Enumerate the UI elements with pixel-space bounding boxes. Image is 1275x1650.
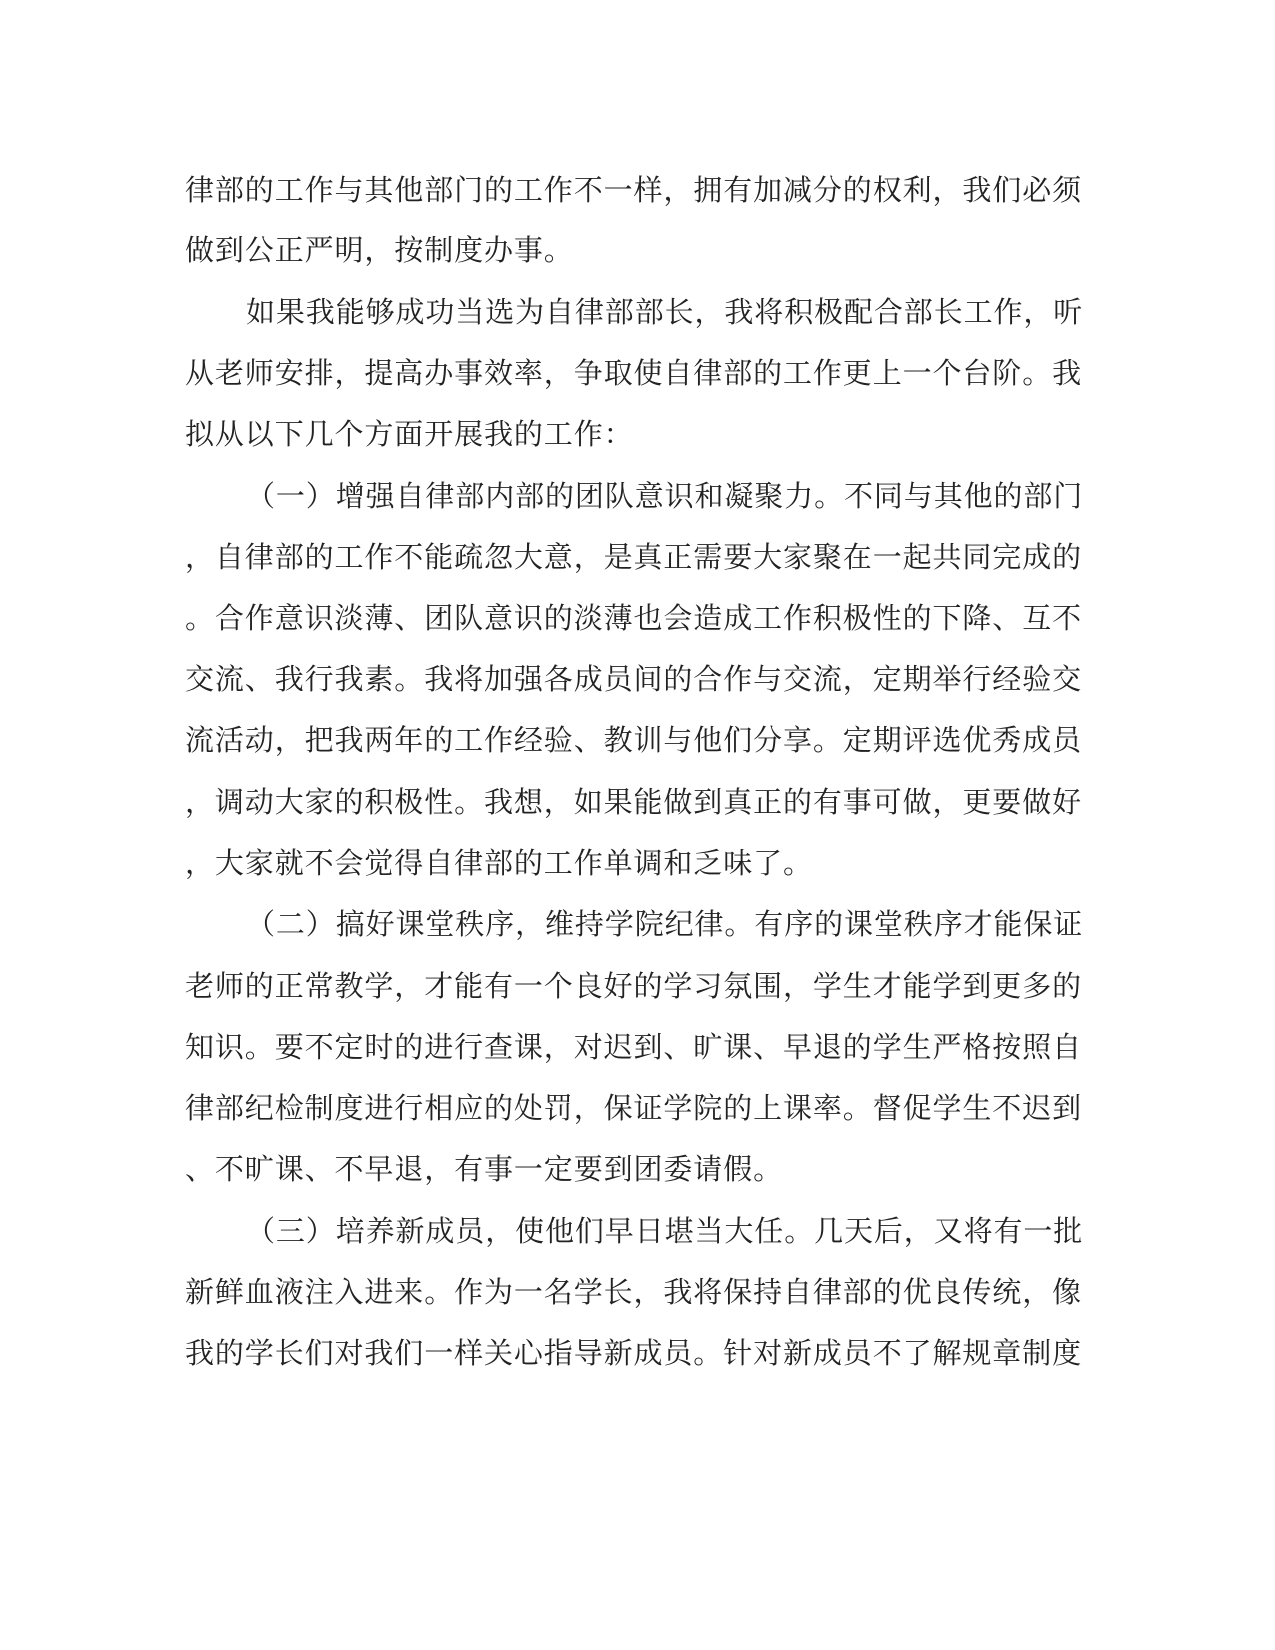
paragraph-line: 律部纪检制度进行相应的处罚，保证学院的上课率。督促学生不迟到 — [185, 1091, 1083, 1125]
paragraph-line: （二）搞好课堂秩序，维持学院纪律。有序的课堂秩序才能保证 — [246, 907, 1084, 941]
paragraph-line: 如果我能够成功当选为自律部部长，我将积极配合部长工作，听 — [246, 295, 1084, 329]
paragraph-line: 交流、我行我素。我将加强各成员间的合作与交流，定期举行经验交 — [185, 662, 1083, 696]
paragraph-line: 知识。要不定时的进行查课，对迟到、旷课、早退的学生严格按照自 — [185, 1030, 1083, 1064]
paragraph-line: （三）培养新成员，使他们早日堪当大任。几天后，又将有一批 — [246, 1214, 1084, 1248]
paragraph-line: 老师的正常教学，才能有一个良好的学习氛围，学生才能学到更多的 — [185, 969, 1083, 1003]
paragraph-line: 新鲜血液注入进来。作为一名学长，我将保持自律部的优良传统，像 — [185, 1275, 1083, 1309]
paragraph-line: ，自律部的工作不能疏忽大意，是真正需要大家聚在一起共同完成的 — [185, 540, 1083, 574]
paragraph-line: ，大家就不会觉得自律部的工作单调和乏味了。 — [185, 846, 813, 880]
paragraph-line: 。合作意识淡薄、团队意识的淡薄也会造成工作积极性的下降、互不 — [185, 601, 1083, 635]
paragraph-line: 拟从以下几个方面开展我的工作： — [185, 417, 634, 451]
paragraph-line: 从老师安排，提高办事效率，争取使自律部的工作更上一个台阶。我 — [185, 356, 1083, 390]
paragraph-line: 做到公正严明，按制度办事。 — [185, 233, 574, 267]
paragraph-line: 流活动，把我两年的工作经验、教训与他们分享。定期评选优秀成员 — [185, 723, 1083, 757]
paragraph-line: ，调动大家的积极性。我想，如果能做到真正的有事可做，更要做好 — [185, 785, 1083, 819]
paragraph-line: 、不旷课、不早退，有事一定要到团委请假。 — [185, 1152, 784, 1186]
paragraph-line: （一）增强自律部内部的团队意识和凝聚力。不同与其他的部门 — [246, 479, 1084, 513]
paragraph-line: 律部的工作与其他部门的工作不一样，拥有加减分的权利，我们必须 — [185, 173, 1083, 207]
paragraph-line: 我的学长们对我们一样关心指导新成员。针对新成员不了解规章制度 — [185, 1336, 1083, 1370]
